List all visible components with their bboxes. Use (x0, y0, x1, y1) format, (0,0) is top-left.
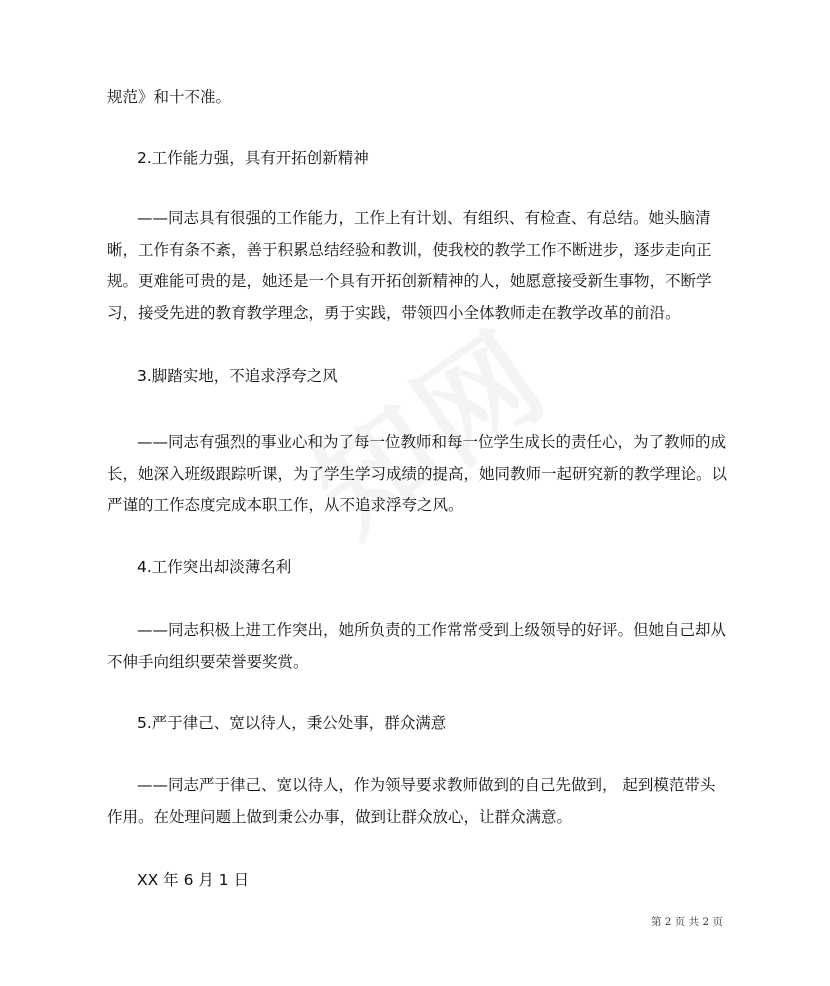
page-number-footer: 第 2 页 共 2 页 (650, 916, 723, 928)
section-paragraph-4: ——同志积极上进工作突出，她所负责的工作常常受到上级领导的好评。但她自己却从不伸手向组织要荣誉要奖赏。 (107, 621, 727, 671)
section-heading-4: 4.工作突出却淡薄名利 (137, 558, 292, 576)
section-paragraph-3: ——同志有强烈的事业心和为了每一位教师和每一位学生成长的责任心，为了教师的成长，她深入班级跟踪听课，为了学生学习成绩的提高，她同教师一起研究新的教学理论。以严谨的工作态度完成本职工作，从不追求浮夸之风。 (107, 433, 728, 514)
section-heading-3: 3.脚踏实地，不追求浮夸之风 (137, 367, 338, 385)
section-paragraph-5: ——同志严于律己、宽以待人，作为领导要求教师做到的自己先做到， 起到模范带头作用。在处理问题上做到秉公办事，做到让群众放心，让群众满意。 (107, 776, 716, 826)
document-date: XX 年 6 月 1 日 (137, 871, 250, 889)
section-heading-2: 2.工作能力强，具有开拓创新精神 (137, 149, 369, 167)
section-heading-5: 5.严于律己、宽以待人，秉公处事，群众满意 (137, 714, 447, 732)
intro-tail-line: 规范》和十不准。 (107, 88, 232, 106)
section-paragraph-2: ——同志具有很强的工作能力，工作上有计划、有组织、有检查、有总结。她头脑清晰，工作有条不紊，善于积累总结经验和教训，使我校的教学工作不断进步，逐步走向正规。更难能可贵的是，她还是一个具有开拓创新精神的人，她愿意接受新生事物，不断学习，接受先进的教育教学理念，勇于实践，带领四小全体教师走在教学改革的前沿。 (107, 209, 712, 322)
